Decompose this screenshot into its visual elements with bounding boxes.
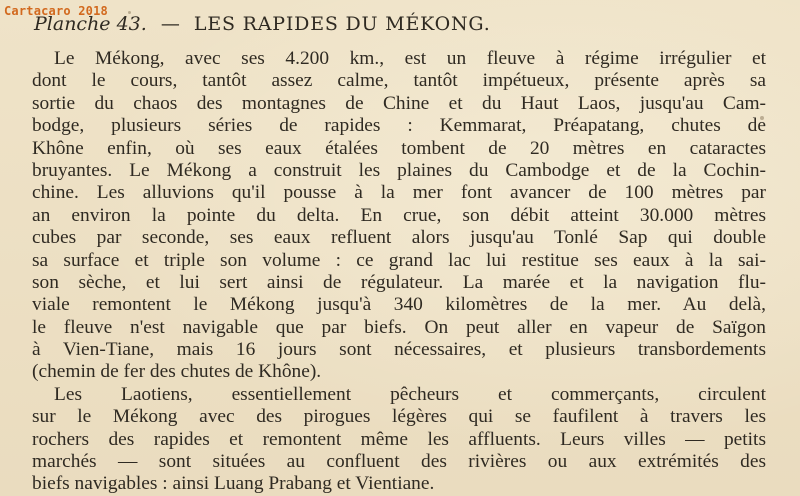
text-line: marchés — sont situées au confluent des rivières ou aux extrémités des (32, 451, 766, 473)
text-line: bruyantes. Le Mékong a construit les plaines du Cambodge et de la Cochin- (32, 159, 766, 181)
text-line: chine. Les alluvions qu'il pousse à la mer font avancer de 100 mètres par (32, 182, 766, 204)
title-separator: — (160, 13, 180, 35)
text-line: dont le cours, tantôt assez calme, tantôt impétueux, présente après sa (32, 70, 766, 92)
paragraph-1 (32, 48, 766, 384)
text-line: (chemin de fer des chutes de Khône). (32, 361, 322, 383)
text-line: Les Laotiens, essentiellement pêcheurs et commerçants, circulent (54, 383, 766, 405)
text-line: sur le Mékong avec des pirogues légères qui se faufilent à travers les (32, 406, 766, 428)
article-body (32, 48, 766, 496)
title-heading: LES RAPIDES DU MÉKONG. (193, 13, 491, 35)
text-line: viale remontent le Mékong jusqu'à 340 kilomètres de la mer. Au delà, (32, 294, 766, 316)
text-line: an environ la pointe du delta. En crue, son débit atteint 30.000 mètres (32, 204, 766, 226)
text-line: sortie du chaos des montagnes de Chine et du Haut Laos, jusqu'au Cam- (32, 92, 766, 114)
page-title (34, 12, 774, 36)
text-line: Khône enfin, où ses eaux étalées tombent de 20 mètres en cataractes (32, 137, 766, 159)
text-line: son sèche, et lui sert ainsi de régulateur. La marée et la navigation flu- (32, 271, 766, 293)
plate-number: Planche 43. (34, 13, 147, 35)
text-line: rochers des rapides et remontent même les affluents. Leurs villes — petits (32, 428, 766, 450)
text-line: à Vien-Tiane, mais 16 jours sont nécessaires, et plusieurs transbordements (32, 339, 766, 361)
text-line: biefs navigables : ainsi Luang Prabang et Vientiane. (32, 473, 435, 495)
text-line: bodge, plusieurs séries de rapides : Kemmarat, Préapatang, chutes de (32, 115, 766, 137)
text-line: le fleuve n'est navigable que par biefs. On peut aller en vapeur de Saïgon (32, 316, 766, 338)
watermark: Cartacaro 2018 (4, 4, 108, 18)
text-line: sa surface et triple son volume : ce grand lac lui restitue ses eaux à la sai- (32, 249, 766, 271)
paragraph-2 (32, 384, 766, 496)
text-line: cubes par seconde, ses eaux refluent alors jusqu'au Tonlé Sap qui double (32, 227, 766, 249)
text-line: Le Mékong, avec ses 4.200 km., est un fleuve à régime irrégulier et (54, 48, 766, 69)
